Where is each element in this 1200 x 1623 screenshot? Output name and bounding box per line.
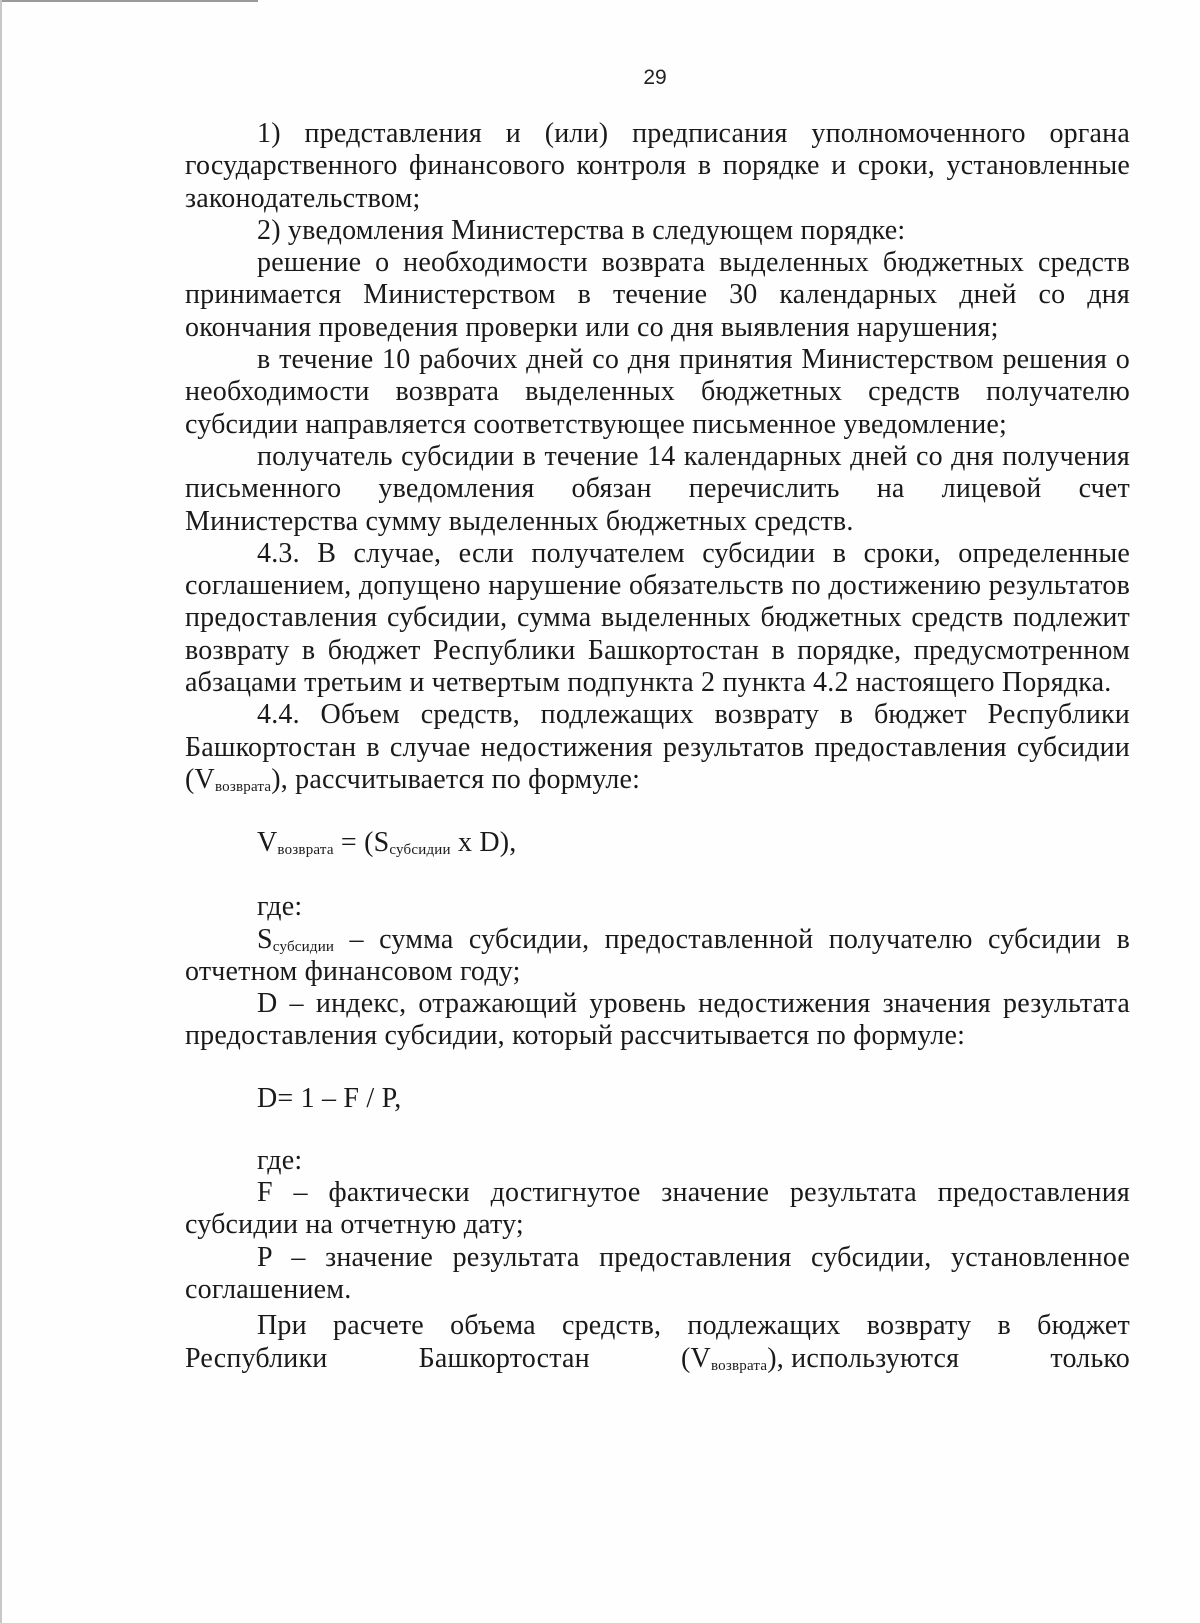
formula-times-d: x D), [450,827,517,859]
word-v-subscript: возврата [710,1357,768,1374]
formula-v-subscript: возврата [277,842,334,859]
word-only: только [1050,1342,1130,1374]
paragraph-decision: решение о необходимости возврата выделенных бюджетных средств принимается Министерством в течение 30 календарных дней со дня окончания проведения проверки или со дня выявления нарушения; [185,247,1130,343]
v-subscript: возврата [214,778,272,795]
word-republic: Республики [185,1342,328,1374]
paragraph-item-2: 2) уведомления Министерства в следующем порядке: [257,214,906,246]
definition-s-subscript: субсидии [272,938,335,955]
definition-s-symbol: S [257,923,273,955]
paragraph-last-line-1: При расчете объема средств, подлежащих возврату в бюджет [257,1310,1130,1342]
word-v-symbol: (V [681,1342,711,1374]
paragraph-notice: в течение 10 рабочих дней со дня принятия Министерством решения о необходимости возврата выделенных бюджетных средств получателю субсидии направляется соответствующее письменное уведомление; [185,344,1130,440]
definition-p: P – значение результата предоставления субсидии, установленное соглашением. [185,1241,1130,1305]
body-text [185,118,1130,1375]
paragraph-4-4-tail: ), рассчитывается по формуле: [271,763,641,795]
formula-v-symbol: V [257,827,278,859]
paragraph-recipient-obligation: получатель субсидии в течение 14 календарных дней со дня получения письменного уведомления обязан перечислить на лицевой счет Министерства сумму выделенных бюджетных средств. [185,440,1130,537]
definition-d: D – индекс, отражающий уровень недостижения значения результата предоставления субсидии, который рассчитывается по формуле: [185,988,1130,1052]
where-label-1: где: [257,891,303,923]
formula-equals-s: = (S [333,827,390,859]
formula-d: D= 1 – F / P, [257,1082,402,1114]
paragraph-last-line-2 [185,1343,1130,1375]
word-bashkortostan: Башкортостан [418,1342,590,1374]
page-number: 29 [643,66,667,89]
scan-edge-left [0,0,2,1623]
formula-s-subscript: субсидии [389,842,451,859]
definition-f: F – фактически достигнутое значение результата предоставления субсидии на отчетную дату; [185,1177,1130,1241]
definition-s [185,924,1130,989]
scan-edge-top [0,0,258,2]
paragraph-4-4 [185,699,1130,796]
definition-s-text: – сумма субсидии, предоставленной получателю субсидии в отчетном финансовом году; [185,923,1130,987]
paragraph-4-4-text: 4.4. Объем средств, подлежащих возврату в бюджет Республики Башкортостан в случае недостижения результатов предоставления субсидии (V [185,699,1130,795]
word-v-return [681,1343,959,1375]
paragraph-4-3: 4.3. В случае, если получателем субсидии в сроки, определенные соглашением, допущено нарушение обязательств по достижению результатов предоставления субсидии, сумма выделенных бюджетных средств подлежит возврату в бюджет Республики Башкортостан в порядке, предусмотренном абзацами третьим и четвертым подпункта 2 пункта 4.2 настоящего Порядка. [185,537,1130,699]
word-used: ), используются [767,1342,960,1374]
where-label-2: где: [257,1144,303,1176]
paragraph-item-1: 1) представления и (или) предписания уполномоченного органа государственного финансового контроля в порядке и сроки, установленные законодательством; [185,118,1130,214]
formula-v-return [185,827,1130,859]
